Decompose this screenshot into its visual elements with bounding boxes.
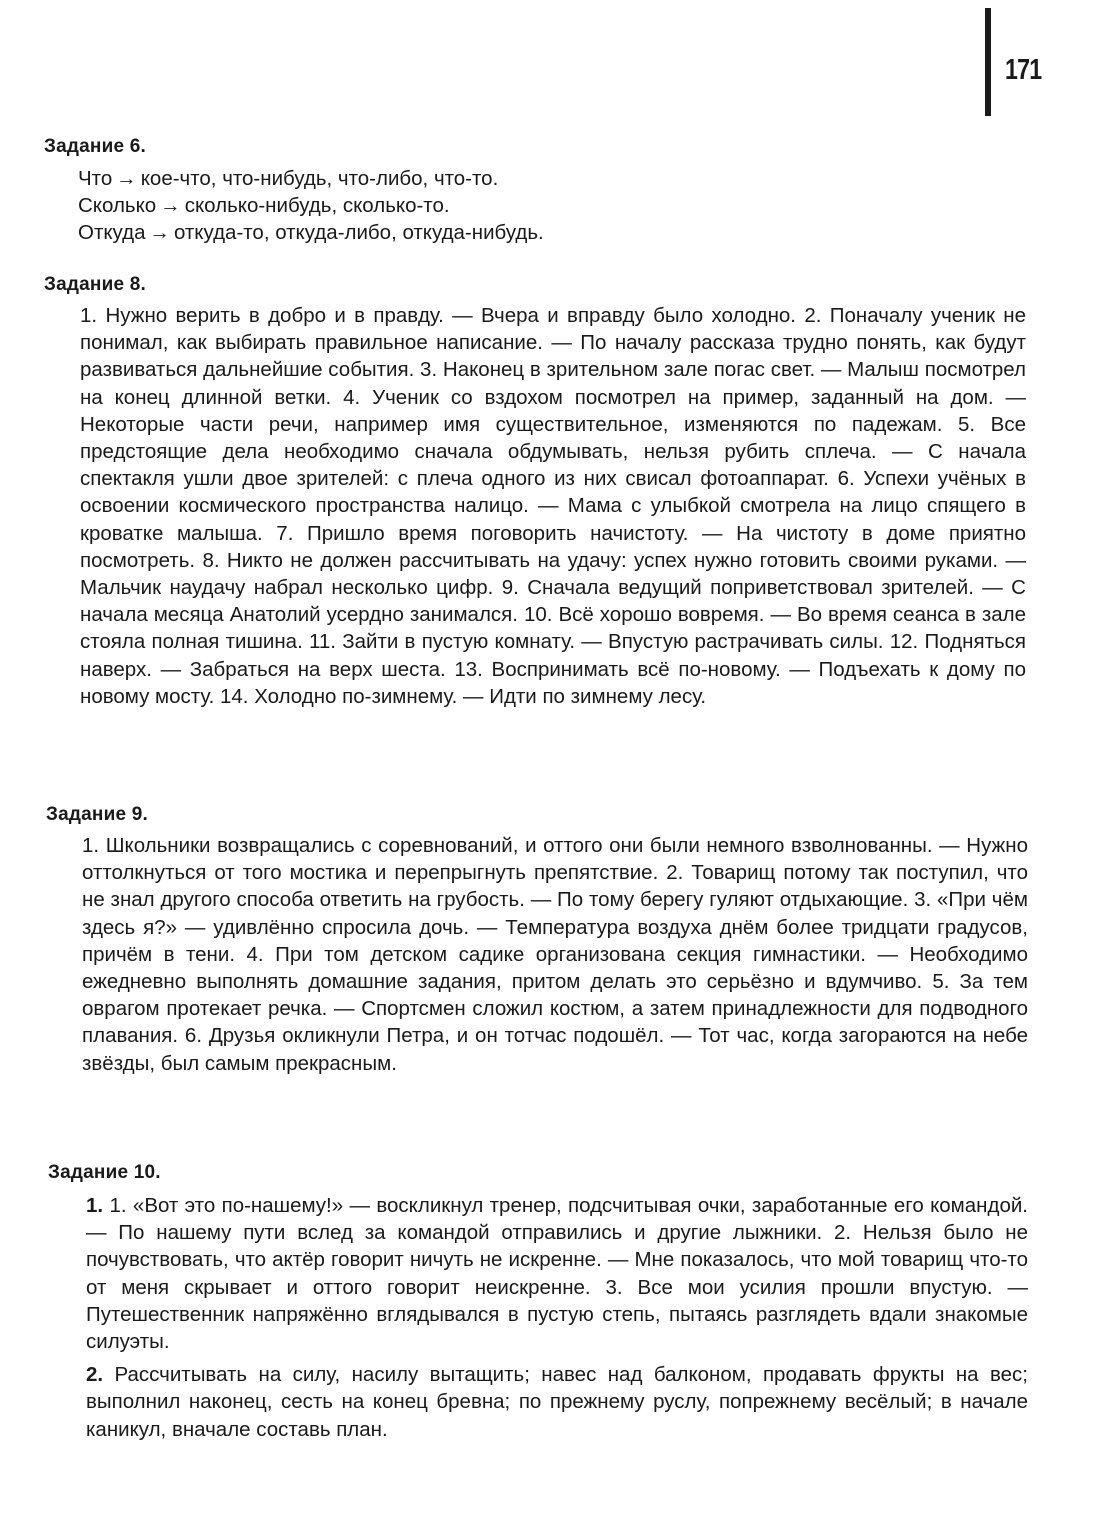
task-6-line [78,192,1018,219]
task-6-forms: кое-что, что-нибудь, что-либо, что-то. [140,167,499,190]
arrow-icon: → [160,194,181,217]
task-6-line [78,165,1018,192]
page-number: 171 [1005,54,1042,86]
task-8-body [80,302,1026,710]
task-10-part-2-label: 2. [86,1363,104,1387]
task-6-base-word: Откуда [78,221,146,244]
task-6-line [78,219,1018,246]
task-10-title: Задание 10. [48,1162,161,1183]
task-10-part-1-text: 1. «Вот это по-нашему!» — воскликнул тренер, подсчитывая очки, заработанные его командой. — По нашему пути вслед за командой отправились и другие лыжники. 2. Нельзя было не почувствовать, что актёр говорит ничуть не искренне. — Мне показалось, что мой товарищ что-то от меня скрывает и оттого говорит неискренне. 3. Все мои усилия прошли впустую. — Путешественник напряжённо вглядывался в пустую степь, пытаясь разглядеть вдали знакомые силуэты. [86,1194,1028,1354]
arrow-icon: → [116,167,137,190]
page-number-rule [985,8,991,116]
task-9-body [82,832,1028,1077]
task-10-part-1-label: 1. [86,1194,104,1217]
task-10-part-1 [86,1192,1028,1355]
page-number-block [985,8,1075,116]
task-8-text: 1. Нужно верить в добро и в правду. — Вчера и вправду было холодно. 2. Поначалу ученик не понимал, как выбирать правильное написание. — По началу рассказа трудно понять, как будут развиваться дальнейшие события. 3. Наконец в зрительном зале погас свет. — Малыш посмотрел на конец длинной ветки. 4. Ученик со вздохом посмотрел на пример, заданный на дом. — Некоторые части речи, например имя существительное, изменяются по падежам. 5. Все предстоящие дела необходимо сначала обдумывать, нельзя рубить сплеча. — С начала спектакля ушли двое зрителей: с плеча одного из них свисал фотоаппарат. 6. Успехи учёных в освоении космического пространства налицо. — Мама с улыбкой смотрела на лицо спящего в кроватке малыша. 7. Пришло время поговорить начистоту. — На чистоту в доме приятно посмотреть. 8. Никто не должен рассчитывать на удачу: успех нужно готовить своими руками. — Мальчик наудачу набрал несколько цифр. 9. Сначала ведущий поприветствовал зрителей. — С начала месяца Анатолий усердно занимался. 10. Всё хорошо вовремя. — Во время сеанса в зале стояла полная тишина. 11. Зайти в пустую комнату. — Впустую растрачивать силы. 12. Подняться наверх. — Забраться на верх шеста. 13. Воспринимать всё по-новому. — Подъехать к дому по новому мосту. 14. Холодно по-зимнему. — Идти по зимнему лесу. [80,304,1026,708]
task-6-body [78,165,1018,246]
task-6-base-word: Сколько [78,194,157,217]
task-6-base-word: Что [78,167,113,190]
task-6-forms: сколько-нибудь, сколько-то. [184,194,450,217]
task-10-body [86,1192,1028,1443]
task-6-title: Задание 6. [44,136,146,157]
task-10-part-2 [86,1361,1028,1443]
task-10-part-2-text: Рассчитывать на силу, насилу вытащить; навес над балконом, продавать фрукты на вес; выполнил наконец, сесть на конец бревна; по прежнему руслу, попрежнему весёлый; в начале каникул, вначале составь план. [86,1363,1028,1441]
task-9-text: 1. Школьники возвращались с соревнований, и оттого они были немного взволнованны. — Нужно оттолкнуться от того мостика и перепрыгнуть препятствие. 2. Товарищ потому так поступил, что не знал другого способа ответить на грубость. — По тому берегу гуляют отдыхающие. 3. «При чём здесь я?» — удивлённо спросила дочь. — Температура воздуха днём более тридцати градусов, причём в тени. 4. При том детском садике организована секция гимнастики. — Необходимо ежедневно выполнять домашние задания, притом делать это серьёзно и вдумчиво. 5. За тем оврагом протекает речка. — Спортсмен сложил костюм, а затем принадлежности для подводного плавания. 6. Друзья окликнули Петра, и он тотчас подошёл. — Тот час, когда загораются на небе звёзды, был самым прекрасным. [82,834,1028,1075]
task-9-title: Задание 9. [46,804,148,825]
task-6-forms: откуда-то, откуда-либо, откуда-нибудь. [173,221,544,244]
task-8-title: Задание 8. [44,274,146,295]
arrow-icon: → [149,221,170,244]
